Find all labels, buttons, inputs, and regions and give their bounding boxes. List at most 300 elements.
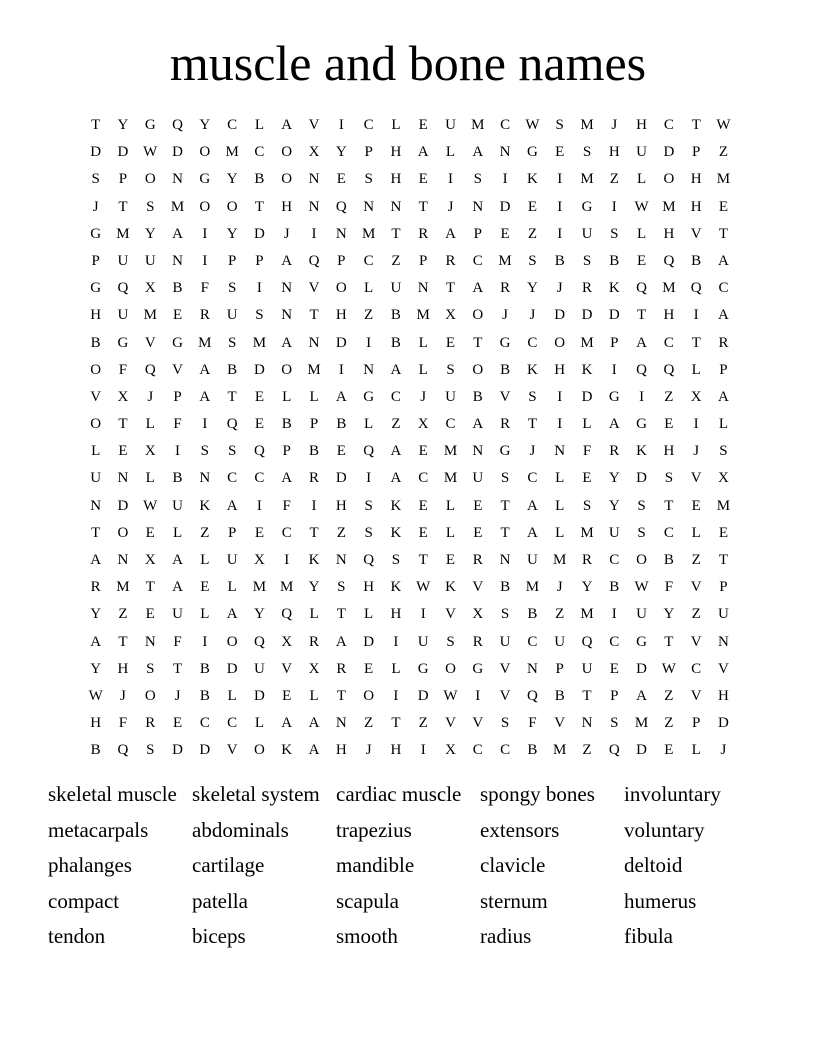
grid-letter: I [311, 497, 317, 514]
grid-letter: M [252, 334, 267, 351]
grid-letter: X [254, 552, 265, 568]
grid-letter: C [418, 470, 429, 487]
grid-letter: P [719, 361, 728, 378]
grid-letter: M [252, 579, 267, 596]
grid-letter: V [172, 361, 183, 378]
grid-letter: D [554, 307, 566, 324]
grid-letter: P [118, 171, 128, 188]
grid-letter: B [281, 416, 292, 433]
grid-letter: J [720, 742, 727, 759]
grid-row [82, 574, 738, 601]
grid-letter: D [90, 144, 102, 161]
grid-letter: V [690, 579, 702, 596]
grid-letter: T [254, 198, 265, 215]
grid-letter: I [311, 225, 317, 242]
grid-letter: G [499, 334, 511, 351]
grid-letter: M [170, 198, 185, 215]
grid-letter: J [502, 307, 509, 324]
grid-letter: L [691, 361, 701, 378]
grid-letter: G [636, 416, 647, 433]
grid-letter: N [281, 307, 293, 324]
grid-letter: D [117, 497, 129, 514]
grid-letter: N [172, 171, 183, 188]
grid-letter: Q [636, 280, 647, 297]
grid-letter: L [200, 552, 210, 568]
grid-letter: K [526, 361, 538, 378]
grid-letter: H [281, 198, 293, 215]
grid-letter: M [634, 715, 649, 732]
grid-letter: D [335, 334, 347, 351]
grid-letter: S [500, 606, 510, 623]
grid-letter: G [199, 171, 211, 188]
grid-letter: E [473, 524, 483, 541]
grid-letter: N [308, 334, 320, 351]
grid-letter: V [499, 660, 511, 677]
grid-letter: O [144, 687, 156, 704]
word-bank-item: cardiac muscle [336, 782, 462, 806]
grid-letter: O [445, 660, 456, 677]
grid-letter: A [718, 252, 729, 269]
grid-letter: C [363, 252, 374, 269]
grid-letter: S [446, 633, 455, 650]
grid-letter: B [254, 171, 265, 188]
grid-letter: J [556, 280, 563, 297]
grid-letter: T [418, 552, 428, 568]
grid-letter: H [718, 687, 729, 704]
grid-letter: H [390, 171, 402, 188]
grid-letter: A [281, 470, 293, 487]
grid-letter: N [308, 198, 320, 215]
grid-letter: F [200, 280, 209, 297]
grid-letter: S [391, 552, 401, 568]
grid-letter: S [637, 524, 646, 541]
grid-letter: S [500, 715, 510, 732]
grid-letter: A [445, 225, 456, 242]
grid-letter: Z [664, 388, 674, 405]
grid-letter: M [443, 443, 458, 460]
grid-letter: A [417, 144, 429, 161]
grid-letter: D [581, 388, 593, 405]
grid-letter: H [554, 361, 566, 378]
grid-letter: Q [308, 252, 320, 269]
grid-letter: C [691, 660, 702, 677]
grid-letter: A [226, 497, 238, 514]
grid-letter: L [282, 388, 292, 405]
grid-letter: E [445, 334, 456, 351]
grid-letter: I [202, 633, 208, 650]
grid-letter: A [172, 225, 183, 242]
grid-letter: T [172, 660, 183, 677]
grid-row [82, 275, 738, 302]
grid-letter: H [390, 606, 402, 623]
grid-letter: M [553, 742, 567, 759]
grid-letter: Q [581, 633, 593, 650]
grid-letter: Z [200, 524, 210, 541]
grid-letter: V [308, 280, 320, 297]
grid-letter: G [472, 660, 484, 677]
grid-letter: V [690, 687, 702, 704]
grid-letter: N [363, 361, 375, 378]
grid-letter: L [445, 524, 456, 541]
grid-letter: U [581, 225, 593, 242]
grid-letter: I [502, 171, 508, 188]
grid-letter: N [90, 497, 102, 514]
grid-letter: G [526, 144, 538, 161]
grid-letter: H [663, 307, 675, 324]
grid-letter: E [718, 524, 729, 541]
grid-letter: Z [718, 144, 729, 161]
grid-letter: E [118, 443, 128, 460]
grid-letter: S [582, 144, 592, 161]
grid-letter: M [580, 171, 594, 188]
grid-letter: M [716, 497, 731, 514]
word-bank-item: deltoid [624, 853, 683, 878]
grid-letter: G [581, 198, 593, 215]
grid-letter: K [445, 579, 456, 596]
grid-letter: T [309, 524, 319, 541]
grid-letter: C [199, 715, 210, 732]
grid-letter: C [254, 470, 265, 487]
grid-letter: E [172, 307, 183, 324]
grid-letter: K [636, 443, 647, 460]
grid-letter: S [364, 497, 373, 514]
word-bank-item: fibula [624, 924, 673, 949]
word-bank-item: abdominals [192, 817, 289, 842]
grid-letter: M [116, 225, 130, 242]
grid-letter: I [693, 307, 699, 324]
grid-letter: C [363, 117, 374, 133]
grid-letter: I [202, 252, 208, 269]
grid-letter: T [391, 225, 401, 242]
grid-letter: H [117, 660, 129, 677]
grid-letter: M [280, 579, 294, 596]
grid-letter: X [144, 552, 156, 568]
grid-letter: V [281, 660, 293, 677]
grid-letter: N [281, 280, 293, 297]
grid-row [82, 520, 738, 547]
grid-letter: G [636, 633, 647, 650]
grid-letter: P [227, 524, 237, 541]
grid-letter: U [172, 497, 183, 514]
grid-letter: H [90, 715, 102, 732]
grid-letter: R [609, 443, 620, 460]
grid-letter: M [580, 334, 594, 351]
grid-letter: L [691, 524, 701, 541]
grid-letter: P [610, 334, 619, 351]
grid-letter: I [393, 687, 399, 704]
grid-letter: V [690, 633, 702, 650]
grid-letter: H [663, 443, 675, 460]
grid-letter: R [336, 660, 347, 677]
grid-letter: V [718, 660, 729, 677]
grid-row [82, 438, 738, 465]
grid-letter: Q [226, 416, 238, 433]
grid-letter: I [611, 606, 617, 623]
grid-letter: W [716, 117, 731, 133]
grid-letter: A [390, 470, 402, 487]
grid-letter: K [390, 579, 402, 596]
grid-letter: B [172, 470, 183, 487]
grid-letter: C [527, 470, 538, 487]
grid-letter: L [418, 361, 428, 378]
grid-letter: X [417, 416, 429, 433]
grid-letter: D [172, 742, 183, 759]
grid-letter: R [199, 307, 210, 324]
grid-letter: A [308, 715, 320, 732]
grid-letter: N [335, 715, 347, 732]
grid-letter: H [663, 225, 675, 242]
grid-letter: E [282, 687, 292, 704]
grid-letter: I [557, 171, 563, 188]
grid-letter: H [390, 742, 402, 759]
grid-letter: P [364, 144, 373, 161]
grid-letter: Z [364, 715, 374, 732]
grid-letter: E [500, 225, 510, 242]
grid-row [82, 330, 738, 357]
grid-letter: L [227, 687, 237, 704]
grid-letter: Q [608, 742, 620, 759]
grid-letter: A [472, 280, 484, 297]
grid-letter: S [582, 252, 592, 269]
grid-letter: N [499, 552, 511, 568]
grid-letter: A [281, 252, 293, 269]
grid-letter: R [418, 225, 429, 242]
grid-letter: U [226, 307, 238, 324]
grid-letter: L [691, 742, 701, 759]
grid-letter: A [90, 552, 102, 568]
grid-letter: I [693, 416, 699, 433]
grid-letter: P [610, 687, 619, 704]
grid-letter: I [639, 388, 645, 405]
grid-letter: M [416, 307, 430, 324]
grid-letter: R [472, 552, 483, 568]
grid-letter: K [608, 280, 620, 297]
grid-letter: U [172, 606, 183, 623]
word-bank-item: scapula [336, 888, 399, 913]
grid-letter: A [172, 579, 183, 596]
grid-letter: O [90, 361, 102, 378]
grid-letter: Y [90, 606, 102, 623]
grid-letter: O [90, 416, 102, 433]
grid-letter: V [472, 715, 484, 732]
grid-letter: L [227, 579, 237, 596]
grid-letter: O [254, 742, 265, 759]
grid-letter: E [418, 117, 428, 133]
grid-letter: O [226, 198, 238, 215]
grid-letter: B [609, 579, 620, 596]
grid-letter: L [254, 715, 265, 732]
grid-letter: I [557, 225, 563, 242]
grid-row [82, 710, 738, 737]
grid-letter: B [172, 280, 183, 297]
grid-letter: N [308, 171, 320, 188]
grid-letter: M [471, 117, 485, 133]
grid-letter: J [420, 388, 427, 405]
grid-letter: A [472, 416, 484, 433]
grid-letter: L [145, 416, 155, 433]
grid-letter: C [609, 552, 620, 568]
grid-letter: E [664, 416, 674, 433]
grid-letter: M [525, 579, 540, 596]
grid-letter: Z [391, 416, 401, 433]
grid-letter: J [529, 443, 536, 460]
grid-letter: Y [226, 171, 238, 188]
grid-letter: B [90, 742, 101, 759]
grid-letter: S [473, 171, 482, 188]
grid-letter: U [445, 117, 456, 133]
grid-letter: I [366, 334, 372, 351]
grid-letter: L [418, 334, 428, 351]
grid-letter: X [144, 280, 156, 297]
grid-letter: A [526, 524, 538, 541]
grid-letter: Y [526, 280, 538, 297]
grid-letter: N [718, 633, 729, 650]
grid-letter: V [445, 606, 456, 623]
word-bank-item: trapezius [336, 817, 412, 842]
grid-letter: W [525, 117, 540, 133]
grid-letter: A [472, 144, 484, 161]
grid-letter: L [582, 416, 592, 433]
grid-letter: B [309, 443, 320, 460]
grid-letter: C [718, 280, 729, 297]
grid-letter: D [581, 307, 593, 324]
word-bank-item: skeletal muscle [48, 782, 177, 806]
grid-letter: S [146, 660, 155, 677]
grid-letter: S [637, 497, 646, 514]
grid-letter: V [445, 715, 456, 732]
grid-letter: A [608, 416, 620, 433]
grid-letter: U [254, 660, 265, 677]
word-bank-item: extensors [480, 817, 560, 842]
word-bank-item: metacarpals [48, 817, 149, 842]
grid-letter: O [363, 687, 375, 704]
grid-letter: Y [608, 470, 620, 487]
word-bank-item: radius [480, 924, 532, 949]
grid-letter: W [143, 497, 158, 514]
grid-letter: S [364, 171, 373, 188]
grid-letter: E [718, 198, 729, 215]
grid-letter: E [172, 715, 183, 732]
grid-letter: I [175, 443, 181, 460]
grid-letter: I [611, 361, 617, 378]
grid-letter: M [580, 606, 594, 623]
grid-letter: S [227, 443, 237, 460]
grid-letter: S [91, 171, 100, 188]
word-bank-item: smooth [336, 924, 398, 949]
grid-letter: K [199, 497, 211, 514]
grid-letter: U [554, 633, 566, 650]
grid-letter: X [690, 388, 702, 405]
grid-letter: Q [144, 361, 156, 378]
grid-letter: W [88, 687, 103, 704]
grid-letter: R [309, 470, 320, 487]
grid-letter: G [608, 388, 620, 405]
grid-letter: T [664, 497, 674, 514]
grid-letter: O [472, 361, 484, 378]
word-bank [48, 777, 778, 955]
grid-letter: E [418, 524, 428, 541]
grid-letter: C [609, 633, 620, 650]
grid-letter: I [202, 225, 208, 242]
word-bank-item: compact [48, 888, 120, 913]
word-bank-item: humerus [624, 888, 697, 913]
grid-letter: E [664, 742, 674, 759]
grid-row [82, 248, 738, 275]
grid-row [82, 547, 738, 574]
grid-letter: I [557, 198, 563, 215]
grid-letter: A [308, 742, 320, 759]
grid-letter: H [636, 117, 647, 133]
grid-letter: T [418, 198, 428, 215]
grid-letter: D [363, 633, 375, 650]
grid-letter: E [364, 660, 374, 677]
grid-letter: I [448, 171, 453, 188]
grid-letter: Z [664, 687, 674, 704]
grid-letter: A [636, 334, 647, 351]
grid-letter: U [472, 470, 484, 487]
grid-letter: C [663, 524, 674, 541]
grid-letter: B [390, 334, 401, 351]
grid-letter: Y [90, 660, 102, 677]
grid-letter: N [117, 552, 129, 568]
grid-letter: R [581, 552, 592, 568]
grid-letter: K [526, 171, 538, 188]
grid-letter: G [499, 443, 511, 460]
grid-letter: P [419, 252, 428, 269]
grid-letter: C [500, 117, 511, 133]
grid-letter: M [716, 171, 731, 188]
grid-letter: V [90, 388, 102, 405]
grid-letter: L [309, 606, 319, 623]
grid-letter: D [663, 144, 675, 161]
grid-letter: R [309, 633, 320, 650]
grid-letter: T [691, 334, 701, 351]
grid-letter: Z [364, 307, 374, 324]
grid-letter: F [173, 416, 182, 433]
grid-row [82, 112, 738, 139]
grid-letter: L [637, 225, 647, 242]
grid-letter: H [335, 742, 347, 759]
grid-letter: Z [555, 606, 565, 623]
grid-letter: M [307, 361, 321, 378]
grid-letter: U [608, 524, 620, 541]
grid-letter: O [335, 280, 347, 297]
grid-row [82, 601, 738, 628]
grid-letter: Y [254, 606, 265, 623]
grid-row [82, 357, 738, 384]
grid-letter: R [500, 280, 511, 297]
grid-letter: Y [144, 225, 156, 242]
grid-letter: L [555, 470, 565, 487]
grid-letter: I [475, 687, 481, 704]
grid-letter: D [417, 687, 429, 704]
grid-letter: P [555, 660, 564, 677]
grid-letter: N [172, 252, 183, 269]
grid-letter: O [281, 171, 293, 188]
grid-letter: C [472, 252, 483, 269]
grid-letter: S [227, 280, 237, 297]
grid-letter: O [472, 307, 484, 324]
grid-letter: B [500, 579, 511, 596]
grid-letter: N [390, 198, 402, 215]
grid-letter: D [335, 470, 347, 487]
grid-letter: Y [663, 606, 675, 623]
grid-letter: T [691, 117, 701, 133]
grid-letter: U [390, 280, 402, 297]
grid-letter: S [446, 361, 455, 378]
grid-letter: G [144, 117, 156, 133]
grid-letter: O [199, 198, 211, 215]
